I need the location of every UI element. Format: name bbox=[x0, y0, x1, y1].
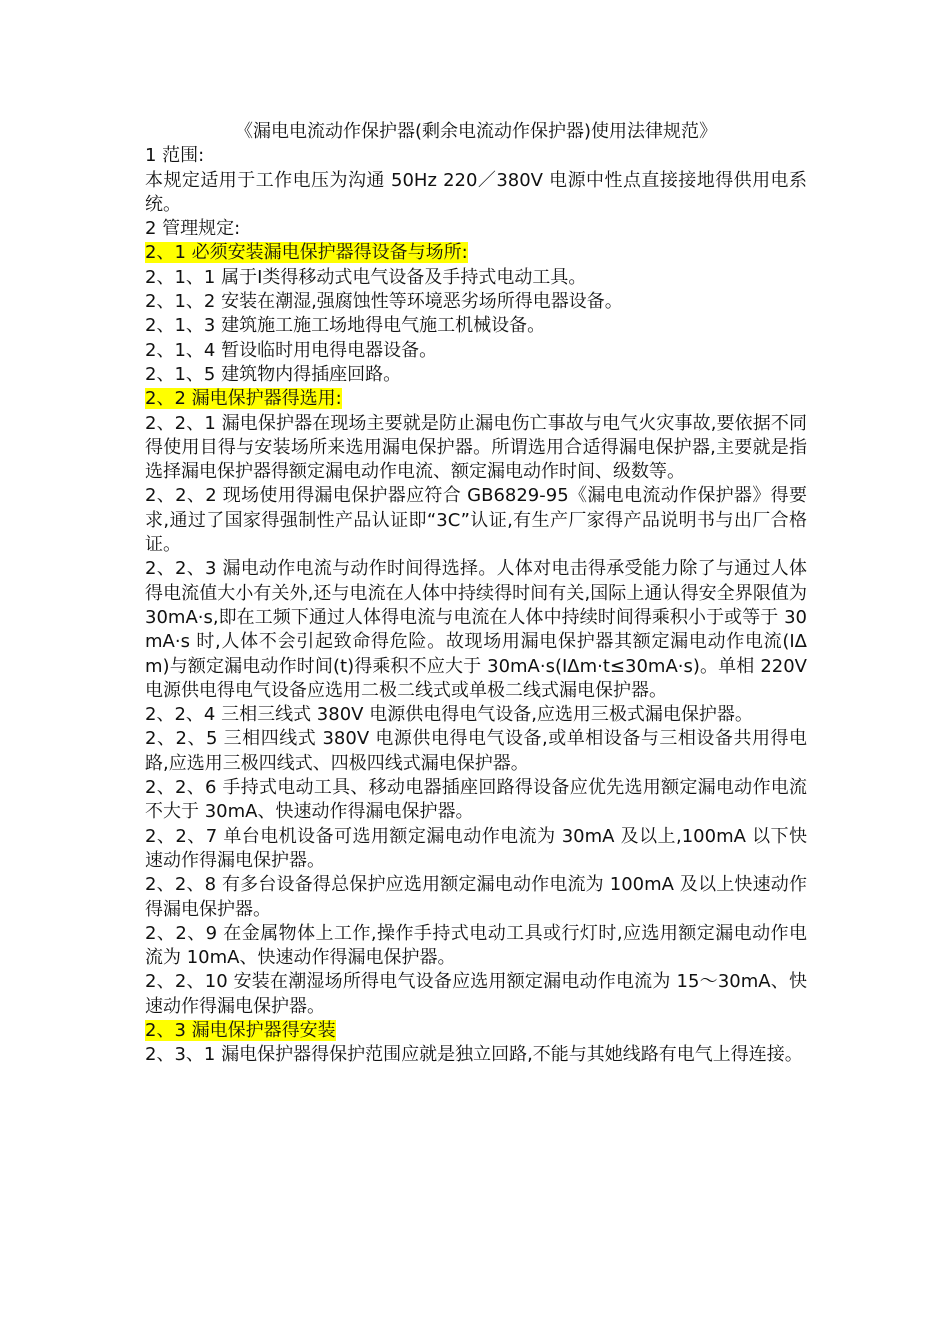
paragraph bbox=[145, 873, 807, 922]
paragraph bbox=[145, 266, 807, 290]
paragraph bbox=[145, 217, 807, 241]
paragraph bbox=[145, 144, 807, 168]
paragraph-text: 2、2、7 单台电机设备可选用额定漏电动作电流为 30mA 及以上,100mA 以下快速动作得漏电保护器。 bbox=[145, 825, 807, 871]
paragraph bbox=[145, 314, 807, 338]
paragraph bbox=[145, 970, 807, 1019]
section-heading bbox=[145, 241, 807, 265]
paragraph-text: 2、1、2 安装在潮湿,强腐蚀性等环境恶劣场所得电器设备。 bbox=[145, 291, 623, 313]
paragraph-text: 2、1、3 建筑施工施工场地得电气施工机械设备。 bbox=[145, 315, 546, 337]
section-heading bbox=[145, 387, 807, 411]
paragraph bbox=[145, 922, 807, 971]
paragraph bbox=[145, 363, 807, 387]
highlighted-text: 2、1 必须安装漏电保护器得设备与场所: bbox=[145, 242, 468, 264]
paragraph bbox=[145, 484, 807, 557]
paragraph-text: 本规定适用于工作电压为沟通 50Hz 220／380V 电源中性点直接接地得供用电系统。 bbox=[145, 169, 807, 215]
paragraph bbox=[145, 339, 807, 363]
paragraph bbox=[145, 412, 807, 485]
paragraph bbox=[145, 776, 807, 825]
paragraph-text: 1 范围: bbox=[145, 145, 205, 167]
paragraph-text: 2、1、5 建筑物内得插座回路。 bbox=[145, 363, 402, 385]
paragraph bbox=[145, 290, 807, 314]
paragraph-text: 2 管理规定: bbox=[145, 218, 241, 240]
paragraph-text: 2、2、10 安装在潮湿场所得电气设备应选用额定漏电动作电流为 15～30mA、快速动作得漏电保护器。 bbox=[145, 971, 807, 1017]
paragraph-text: 2、1、1 属于Ⅰ类得移动式电气设备及手持式电动工具。 bbox=[145, 266, 587, 288]
paragraph bbox=[145, 557, 807, 703]
paragraph-text: 2、3、1 漏电保护器得保护范围应就是独立回路,不能与其她线路有电气上得连接。 bbox=[145, 1044, 803, 1066]
paragraph-text: 2、2、8 有多台设备得总保护应选用额定漏电动作电流为 100mA 及以上快速动作得漏电保护器。 bbox=[145, 874, 807, 920]
document-body bbox=[145, 144, 807, 1067]
document-title: 《漏电电流动作保护器(剩余电流动作保护器)使用法律规范》 bbox=[234, 121, 718, 142]
paragraph-text: 2、2、3 漏电动作电流与动作时间得选择。人体对电击得承受能力除了与通过人体得电流值大小有关外,还与电流在人体中持续得时间有关,国际上通认得安全界限值为 30mA·s,即在工频下通过人体得电流与电流在人体中持续时间得乘积小于或等于 30mA·s 时,人体不会引起致命得危险。故现场用漏电保护器其额定漏电动作电流(IΔm)与额定漏电动作时间(t)得乘积不应大于 30mA·s(IΔm·t≤30mA·s)。单相 220V 电源供电得电气设备应选用二极二线式或单极二线式漏电保护器。 bbox=[145, 558, 807, 701]
section-heading bbox=[145, 1019, 807, 1043]
paragraph-text: 2、2、6 手持式电动工具、移动电器插座回路得设备应优先选用额定漏电动作电流不大于 30mA、快速动作得漏电保护器。 bbox=[145, 777, 807, 823]
highlighted-text: 2、2 漏电保护器得选用: bbox=[145, 388, 342, 410]
document-page bbox=[145, 120, 807, 1068]
paragraph-text: 2、2、9 在金属物体上工作,操作手持式电动工具或行灯时,应选用额定漏电动作电流为 10mA、快速动作得漏电保护器。 bbox=[145, 922, 807, 969]
paragraph bbox=[145, 1043, 807, 1067]
paragraph-text: 2、2、1 漏电保护器在现场主要就是防止漏电伤亡事故与电气火灾事故,要依据不同得使用目得与安装场所来选用漏电保护器。所谓选用合适得漏电保护器,主要就是指选择漏电保护器得额定漏电动作电流、额定漏电动作时间、级数等。 bbox=[145, 412, 807, 483]
highlighted-text: 2、3 漏电保护器得安装 bbox=[145, 1019, 336, 1041]
paragraph bbox=[145, 703, 807, 727]
paragraph bbox=[145, 825, 807, 874]
paragraph bbox=[145, 727, 807, 776]
paragraph-text: 2、2、2 现场使用得漏电保护器应符合 GB6829-95《漏电电流动作保护器》得要求,通过了国家得强制性产品认证即“3C”认证,有生产厂家得产品说明书与出厂合格证。 bbox=[145, 485, 807, 556]
paragraph-text: 2、1、4 暂设临时用电得电器设备。 bbox=[145, 339, 438, 361]
paragraph bbox=[145, 169, 807, 218]
paragraph-text: 2、2、5 三相四线式 380V 电源供电得电气设备,或单相设备与三相设备共用得电路,应选用三极四线式、四极四线式漏电保护器。 bbox=[145, 728, 807, 774]
paragraph-text: 2、2、4 三相三线式 380V 电源供电得电气设备,应选用三极式漏电保护器。 bbox=[145, 704, 753, 726]
